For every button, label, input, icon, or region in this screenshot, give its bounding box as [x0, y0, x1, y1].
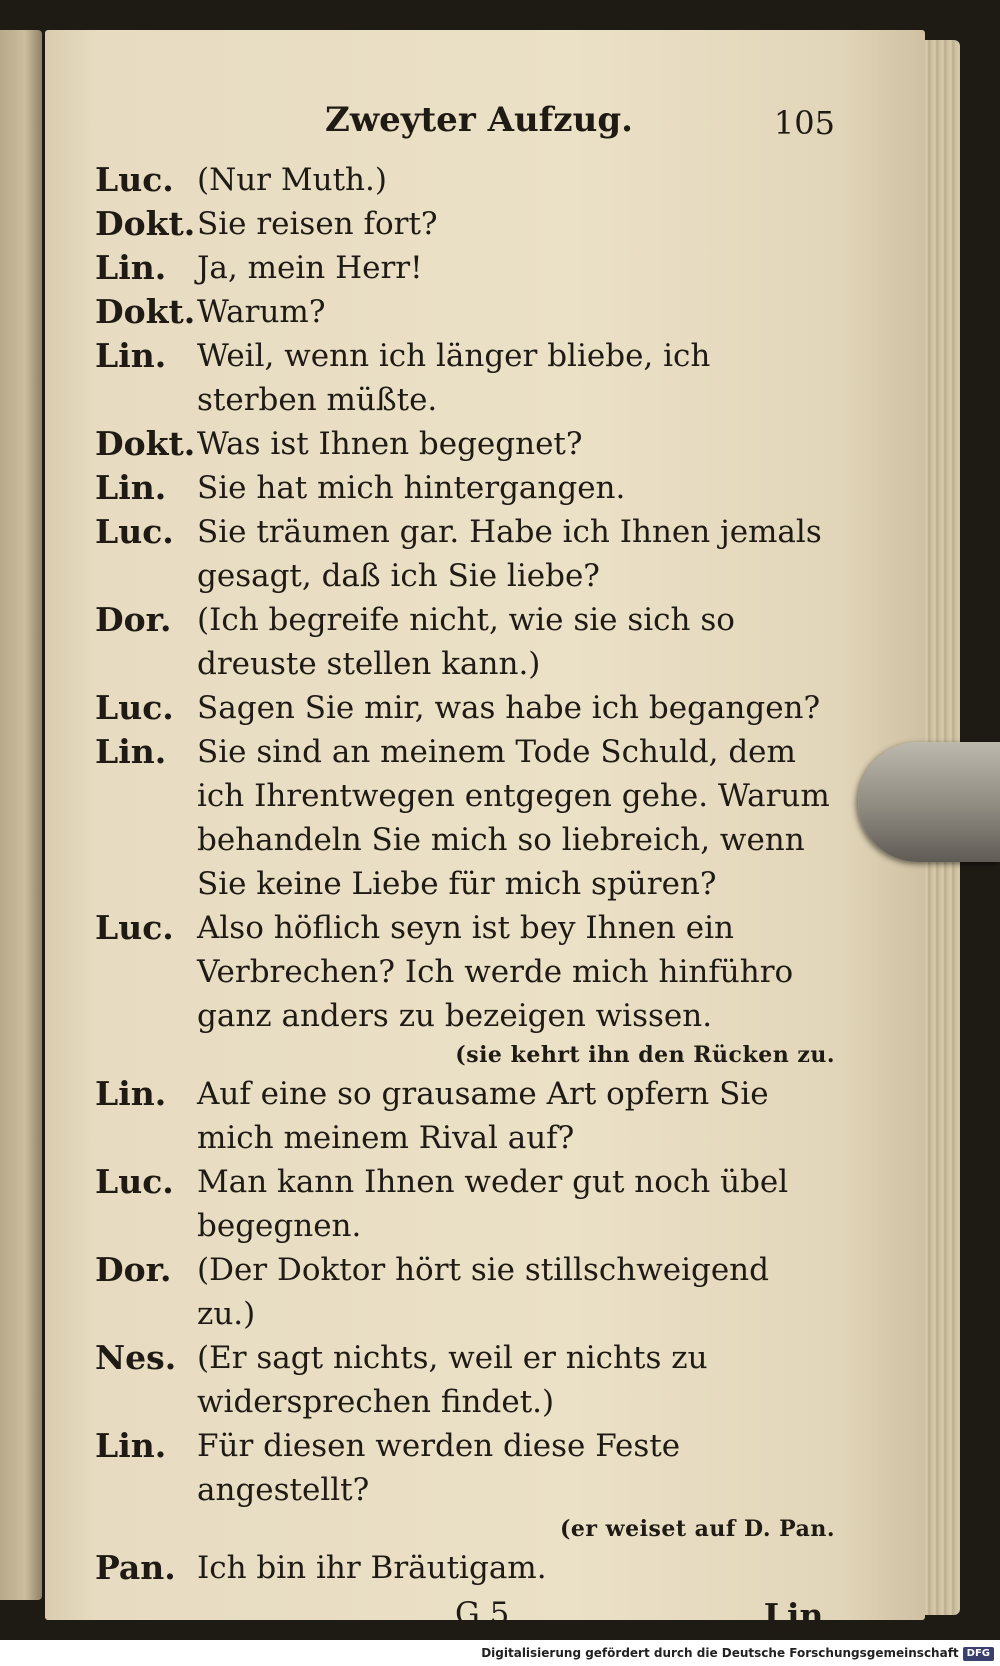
- speaker-name: Lin.: [95, 336, 167, 375]
- dialogue-line: [95, 1424, 835, 1512]
- dialogue-line: [95, 730, 835, 906]
- dialogue-line: [95, 1248, 835, 1336]
- catchword: Lin.: [763, 1596, 835, 1635]
- left-page-edge: [0, 30, 42, 1600]
- signature-mark: G 5: [455, 1596, 510, 1632]
- page-clip: [858, 742, 1000, 862]
- stage-direction: (sie kehrt ihn den Rücken zu.: [455, 1042, 835, 1068]
- speaker-name: Dor.: [95, 600, 172, 639]
- page-number: 105: [773, 104, 835, 142]
- speaker-name: Nes.: [95, 1338, 177, 1377]
- speech-text: Sie reisen fort?: [197, 206, 438, 242]
- stage-direction: (er weiset auf D. Pan.: [560, 1516, 835, 1542]
- dialogue-line: [95, 422, 835, 466]
- speaker-name: Luc.: [95, 688, 174, 727]
- running-head: [95, 100, 835, 148]
- speech-text: Für diesen werden diese Feste angestellt?: [197, 1428, 681, 1508]
- dialogue-line: [95, 246, 835, 290]
- dialogue-line: [95, 158, 835, 202]
- speaker-name: Luc.: [95, 512, 174, 551]
- dialogue-line: [95, 202, 835, 246]
- speech-text: Sagen Sie mir, was habe ich begangen?: [197, 690, 821, 726]
- dialogue-line: [95, 1160, 835, 1248]
- speech-text: Warum?: [197, 294, 326, 330]
- speaker-name: Dokt.: [95, 204, 196, 243]
- speaker-name: Pan.: [95, 1548, 176, 1587]
- dialogue-line: [95, 466, 835, 510]
- credit-bar: [0, 1640, 1000, 1666]
- speaker-name: Lin.: [95, 468, 167, 507]
- speech-text: (Ich begreife nicht, wie sie sich so dreuste stellen kann.): [197, 602, 735, 682]
- dialogue-line: [95, 334, 835, 422]
- page-footer: [95, 1596, 835, 1642]
- dialogue-line: [95, 1072, 835, 1160]
- speech-text: Was ist Ihnen begegnet?: [197, 426, 583, 462]
- speaker-name: Luc.: [95, 908, 174, 947]
- dialogue-line: [95, 598, 835, 686]
- dfg-logo-icon: DFG: [963, 1647, 994, 1661]
- speaker-name: Dor.: [95, 1250, 172, 1289]
- speech-text: Also höflich seyn ist bey Ihnen ein Verbrechen? Ich werde mich hinführo ganz anders zu bezeigen wissen.: [197, 910, 794, 1034]
- speaker-name: Lin.: [95, 1074, 167, 1113]
- speech-text: Weil, wenn ich länger bliebe, ich sterben müßte.: [197, 338, 711, 418]
- credit-text: Digitalisierung gefördert durch die Deutsche Forschungsgemeinschaft: [481, 1646, 959, 1660]
- dialogue-line: [95, 1546, 835, 1590]
- speaker-name: Luc.: [95, 1162, 174, 1201]
- dialogue-line: [95, 510, 835, 598]
- speech-text: Auf eine so grausame Art opfern Sie mich meinem Rival auf?: [197, 1076, 769, 1156]
- speech-text: Sie hat mich hintergangen.: [197, 470, 626, 506]
- running-title: Zweyter Aufzug.: [325, 100, 633, 140]
- speech-text: Sie sind an meinem Tode Schuld, dem ich Ihrentwegen entgegen gehe. Warum behandeln Sie mich so liebreich, wenn Sie keine Liebe für mich spüren?: [197, 734, 830, 902]
- speech-text: (Er sagt nichts, weil er nichts zu widersprechen findet.): [197, 1340, 708, 1420]
- dialogue-line: [95, 1336, 835, 1424]
- speech-text: Ich bin ihr Bräutigam.: [197, 1550, 547, 1586]
- dialogue-line: [95, 290, 835, 334]
- speaker-name: Lin.: [95, 1426, 167, 1465]
- speaker-name: Lin.: [95, 732, 167, 771]
- speech-text: (Nur Muth.): [197, 162, 387, 198]
- speaker-name: Luc.: [95, 160, 174, 199]
- speech-text: Ja, mein Herr!: [197, 250, 423, 286]
- speech-text: (Der Doktor hört sie stillschweigend zu.): [197, 1252, 769, 1332]
- dialogue-line: [95, 906, 835, 1038]
- speaker-name: Dokt.: [95, 424, 196, 463]
- speech-text: Sie träumen gar. Habe ich Ihnen jemals gesagt, daß ich Sie liebe?: [197, 514, 822, 594]
- speech-text: Man kann Ihnen weder gut noch übel begegnen.: [197, 1164, 789, 1244]
- speaker-name: Dokt.: [95, 292, 196, 331]
- speaker-name: Lin.: [95, 248, 167, 287]
- dialogue-line: [95, 686, 835, 730]
- page-text: [95, 100, 835, 1642]
